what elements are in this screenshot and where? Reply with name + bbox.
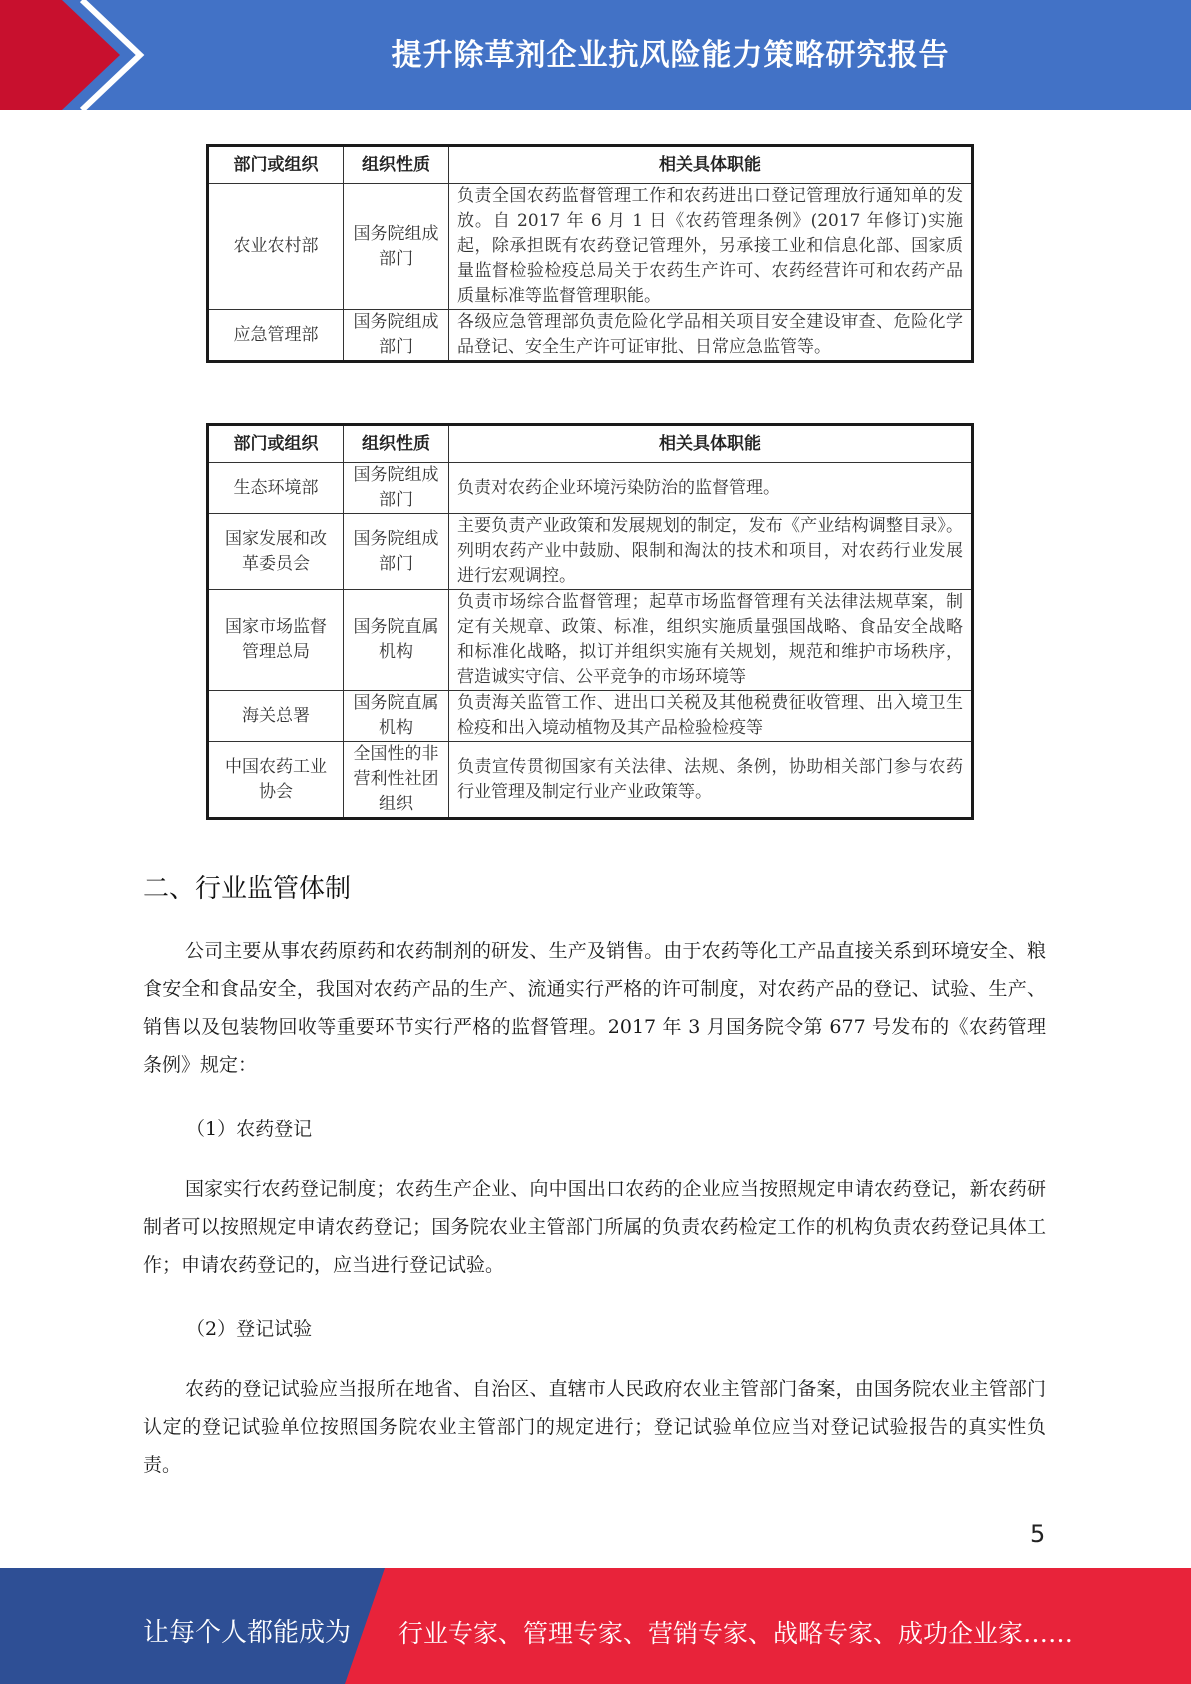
cell-dept: 海关总署 <box>208 691 344 742</box>
table-row <box>208 184 973 310</box>
table-header-row <box>208 425 973 463</box>
col-header-dept: 部门或组织 <box>208 425 344 463</box>
table-row <box>208 691 973 742</box>
col-header-nature: 组织性质 <box>344 425 449 463</box>
table-row <box>208 742 973 819</box>
col-header-duty: 相关具体职能 <box>449 425 973 463</box>
page-header <box>0 0 1191 110</box>
footer-slogan-right: 行业专家、管理专家、营销专家、战略专家、成功企业家…… <box>398 1619 1074 1648</box>
cell-nature: 国务院组成部门 <box>344 310 449 362</box>
section-heading: 二、行业监管体制 <box>143 874 352 904</box>
table-row <box>208 463 973 514</box>
registration-paragraph: 国家实行农药登记制度；农药生产企业、向中国出口农药的企业应当按照规定申请农药登记，新农药研制者可以按照规定申请农药登记；国务院农业主管部门所属的负责农药检定工作的机构负责农药登记具体工作；申请农药登记的，应当进行登记试验。 <box>143 1178 1046 1276</box>
cell-duty: 负责海关监管工作、进出口关税及其他税费征收管理、出入境卫生检疫和出入境动植物及其产品检验检疫等 <box>449 691 973 742</box>
registration-trial-paragraph: 农药的登记试验应当报所在地省、自治区、直辖市人民政府农业主管部门备案，由国务院农业主管部门认定的登记试验单位按照国务院农业主管部门的规定进行；登记试验单位应当对登记试验报告的真实性负责。 <box>143 1378 1046 1476</box>
header-title: 提升除草剂企业抗风险能力策略研究报告 <box>391 38 950 73</box>
cell-duty: 负责全国农药监督管理工作和农药进出口登记管理放行通知单的发放。自 2017 年 6 月 1 日《农药管理条例》(2017 年修订)实施起，除承担既有农药登记管理外，另承接工业和信息化部、国家质量监督检验检疫总局关于农药生产许可、农药经营许可和农药产品质量标准等监督管理职能。 <box>449 184 973 310</box>
table-row <box>208 590 973 691</box>
header-arrow-decoration <box>0 0 160 110</box>
cell-nature: 国务院组成部门 <box>344 184 449 310</box>
cell-duty: 负责宣传贯彻国家有关法律、法规、条例，协助相关部门参与农药行业管理及制定行业产业政策等。 <box>449 742 973 819</box>
cell-dept: 应急管理部 <box>208 310 344 362</box>
col-header-dept: 部门或组织 <box>208 146 344 184</box>
table-row <box>208 310 973 362</box>
cell-duty: 负责对农药企业环境污染防治的监督管理。 <box>449 463 973 514</box>
table-row <box>208 514 973 590</box>
cell-duty: 主要负责产业政策和发展规划的制定，发布《产业结构调整目录》。列明农药产业中鼓励、限制和淘汰的技术和项目，对农药行业发展进行宏观调控。 <box>449 514 973 590</box>
cell-duty: 负责市场综合监督管理；起草市场监督管理有关法律法规草案，制定有关规章、政策、标准，组织实施质量强国战略、食品安全战略和标准化战略，拟订并组织实施有关规划，规范和维护市场秩序，营造诚实守信、公平竞争的市场环境等 <box>449 590 973 691</box>
cell-dept: 生态环境部 <box>208 463 344 514</box>
subheading-registration-trial: （2）登记试验 <box>186 1318 313 1340</box>
cell-duty: 各级应急管理部负责危险化学品相关项目安全建设审查、危险化学品登记、安全生产许可证审批、日常应急监管等。 <box>449 310 973 362</box>
cell-dept: 国家市场监督管理总局 <box>208 590 344 691</box>
subheading-registration: （1）农药登记 <box>186 1118 313 1140</box>
cell-nature: 国务院直属机构 <box>344 691 449 742</box>
cell-nature: 国务院组成部门 <box>344 514 449 590</box>
cell-nature: 国务院组成部门 <box>344 463 449 514</box>
footer-slogan-left: 让每个人都能成为 <box>143 1618 352 1648</box>
cell-dept: 国家发展和改革委员会 <box>208 514 344 590</box>
table-header-row <box>208 146 973 184</box>
duty-table-1 <box>206 144 974 363</box>
duty-table-2 <box>206 423 974 820</box>
cell-dept: 中国农药工业协会 <box>208 742 344 819</box>
cell-nature: 国务院直属机构 <box>344 590 449 691</box>
page-number: 5 <box>1030 1520 1046 1548</box>
cell-dept: 农业农村部 <box>208 184 344 310</box>
cell-nature: 全国性的非营利性社团组织 <box>344 742 449 819</box>
col-header-duty: 相关具体职能 <box>449 146 973 184</box>
col-header-nature: 组织性质 <box>344 146 449 184</box>
intro-paragraph: 公司主要从事农药原药和农药制剂的研发、生产及销售。由于农药等化工产品直接关系到环境安全、粮食安全和食品安全，我国对农药产品的生产、流通实行严格的许可制度，对农药产品的登记、试验、生产、销售以及包装物回收等重要环节实行严格的监督管理。2017 年 3 月国务院令第 677 号发布的《农药管理条例》规定： <box>143 940 1046 1076</box>
